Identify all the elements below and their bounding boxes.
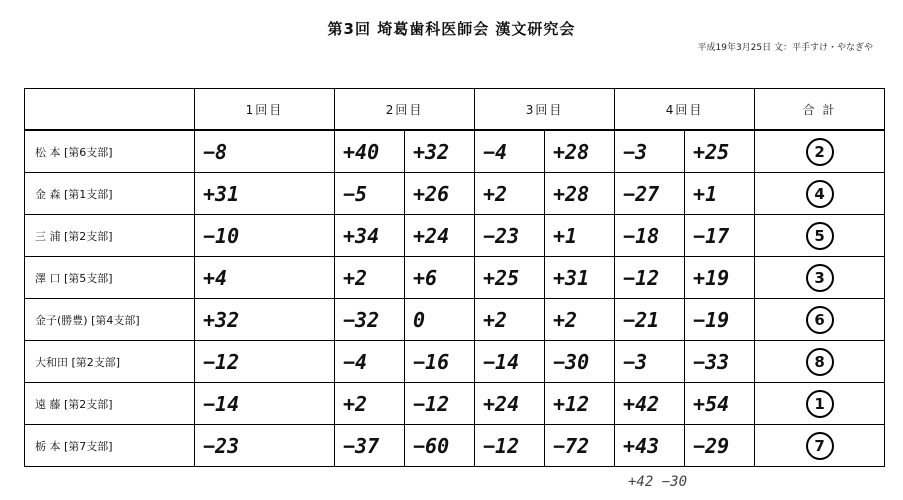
player-name-cell: [25, 130, 195, 173]
round2-score: +2: [343, 391, 368, 416]
round4-score-cell: [615, 215, 685, 257]
round3-score-cell: [475, 130, 545, 173]
player-name: 遠 藤 [第2支部]: [35, 397, 113, 411]
round4-score: +42: [623, 391, 660, 416]
round2-score-cell: [335, 130, 405, 173]
round2-score-cell: [335, 299, 405, 341]
round1-score: +31: [203, 181, 240, 206]
rank-circle: 6: [806, 306, 834, 334]
player-name-cell: [25, 425, 195, 467]
table-row: [25, 299, 885, 341]
round3-cumulative-cell: [545, 383, 615, 425]
player-name-cell: [25, 257, 195, 299]
round2-score-cell: [335, 425, 405, 467]
round2-score: +40: [343, 139, 380, 164]
player-name: 大和田 [第2支部]: [35, 355, 121, 369]
round2-score-cell: [335, 215, 405, 257]
round4-score-cell: [615, 173, 685, 215]
round3-score-cell: [475, 299, 545, 341]
round1-score-cell: [195, 425, 335, 467]
round4-score: −27: [623, 181, 660, 206]
round3-score-cell: [475, 173, 545, 215]
rank-circle: 7: [806, 432, 834, 460]
round2-cumulative: −60: [413, 433, 450, 458]
rank-circle: 1: [806, 390, 834, 418]
rank-circle: 4: [806, 180, 834, 208]
table-row: [25, 425, 885, 467]
player-name: 松 本 [第6支部]: [35, 145, 113, 159]
rank-circle: 3: [806, 264, 834, 292]
round4-cumulative-cell: [685, 383, 755, 425]
round4-score: −18: [623, 223, 660, 248]
round4-score-cell: [615, 383, 685, 425]
round2-cumulative-cell: [405, 130, 475, 173]
round1-score-cell: [195, 215, 335, 257]
round3-score: −23: [483, 223, 520, 248]
round4-score-cell: [615, 257, 685, 299]
col-header-round1: 1回目: [195, 89, 335, 131]
col-header-total: 合 計: [755, 89, 885, 131]
player-name: 澤 口 [第5支部]: [35, 271, 113, 285]
round3-cumulative: +1: [553, 223, 578, 248]
total-rank-cell: [755, 215, 885, 257]
round3-score-cell: [475, 341, 545, 383]
col-header-round3: 3回目: [475, 89, 615, 131]
round3-cumulative-cell: [545, 425, 615, 467]
round3-cumulative-cell: [545, 215, 615, 257]
col-header-round2: 2回目: [335, 89, 475, 131]
total-rank-cell: [755, 341, 885, 383]
document-title: 第3回 埼葛歯科医師会 漢文研究会: [327, 20, 576, 38]
round1-score: −23: [203, 433, 240, 458]
round4-score: −12: [623, 265, 660, 290]
total-rank-cell: [755, 173, 885, 215]
total-rank-cell: [755, 425, 885, 467]
header-row: [25, 89, 885, 131]
player-name-cell: [25, 215, 195, 257]
round3-score: −12: [483, 433, 520, 458]
round2-score: −37: [343, 433, 380, 458]
round3-score: −4: [483, 139, 508, 164]
round3-score-cell: [475, 257, 545, 299]
round3-cumulative-cell: [545, 173, 615, 215]
round1-score: −12: [203, 349, 240, 374]
score-rows: [25, 130, 885, 467]
round2-cumulative-cell: [405, 383, 475, 425]
rank-circle: 8: [806, 348, 834, 376]
round3-cumulative: +28: [553, 139, 590, 164]
round2-cumulative: +32: [413, 139, 450, 164]
round2-score: −5: [343, 181, 368, 206]
round4-cumulative-cell: [685, 257, 755, 299]
player-name-cell: [25, 383, 195, 425]
round2-score: +2: [343, 265, 368, 290]
round3-cumulative: +12: [553, 391, 590, 416]
round4-score: −3: [623, 139, 648, 164]
round4-score: +43: [623, 433, 660, 458]
round2-score-cell: [335, 341, 405, 383]
round3-cumulative: +2: [553, 307, 578, 332]
round3-cumulative-cell: [545, 130, 615, 173]
score-table: [24, 88, 885, 467]
round3-score: +2: [483, 181, 508, 206]
round3-cumulative: −72: [553, 433, 590, 458]
round2-score: +34: [343, 223, 380, 248]
player-name: 三 浦 [第2支部]: [35, 229, 113, 243]
round2-cumulative: +26: [413, 181, 450, 206]
round3-cumulative-cell: [545, 257, 615, 299]
round1-score: +32: [203, 307, 240, 332]
round4-score-cell: [615, 130, 685, 173]
player-name-cell: [25, 173, 195, 215]
round3-score: +25: [483, 265, 520, 290]
round4-score-cell: [615, 341, 685, 383]
round2-cumulative: 0: [413, 307, 426, 332]
player-name-cell: [25, 299, 195, 341]
round4-cumulative-cell: [685, 173, 755, 215]
round2-cumulative-cell: [405, 341, 475, 383]
round4-cumulative-cell: [685, 130, 755, 173]
round4-cumulative: +19: [693, 265, 730, 290]
round2-score-cell: [335, 257, 405, 299]
round4-cumulative: +1: [693, 181, 718, 206]
table-row: [25, 383, 885, 425]
round2-score-cell: [335, 383, 405, 425]
round1-score-cell: [195, 257, 335, 299]
round1-score-cell: [195, 341, 335, 383]
round2-cumulative-cell: [405, 173, 475, 215]
round1-score: −10: [203, 223, 240, 248]
round1-score-cell: [195, 299, 335, 341]
round4-cumulative-cell: [685, 341, 755, 383]
document-meta: 平成19年3月25日 文：平手すけ・やなぎや: [697, 43, 873, 53]
player-name: 金 森 [第1支部]: [35, 187, 113, 201]
total-rank-cell: [755, 383, 885, 425]
col-header-round4: 4回目: [615, 89, 755, 131]
round4-cumulative-cell: [685, 215, 755, 257]
round2-cumulative-cell: [405, 425, 475, 467]
round4-score-cell: [615, 299, 685, 341]
round3-score-cell: [475, 215, 545, 257]
round3-score: +24: [483, 391, 520, 416]
round2-cumulative-cell: [405, 257, 475, 299]
round4-cumulative: −17: [693, 223, 730, 248]
corner-cell: [25, 89, 195, 131]
round4-cumulative: −33: [693, 349, 730, 374]
round3-score-cell: [475, 383, 545, 425]
round2-cumulative: +6: [413, 265, 438, 290]
round2-score: −4: [343, 349, 368, 374]
round2-cumulative-cell: [405, 215, 475, 257]
round1-score-cell: [195, 383, 335, 425]
round3-score-cell: [475, 425, 545, 467]
table-row: [25, 341, 885, 383]
round1-score-cell: [195, 130, 335, 173]
round1-score-cell: [195, 173, 335, 215]
round4-score: −21: [623, 307, 660, 332]
round2-score: −32: [343, 307, 380, 332]
round4-cumulative-cell: [685, 425, 755, 467]
round2-cumulative: −16: [413, 349, 450, 374]
player-name: 栃 本 [第7支部]: [35, 439, 113, 453]
total-rank-cell: [755, 130, 885, 173]
round4-cumulative: −19: [693, 307, 730, 332]
round4-score-cell: [615, 425, 685, 467]
round2-cumulative: +24: [413, 223, 450, 248]
round1-score: −14: [203, 391, 240, 416]
round4-cumulative: −29: [693, 433, 730, 458]
player-name-cell: [25, 341, 195, 383]
round1-score: −8: [203, 139, 228, 164]
round3-cumulative: +28: [553, 181, 590, 206]
round4-cumulative: +54: [693, 391, 730, 416]
table-row: [25, 215, 885, 257]
round3-score: +2: [483, 307, 508, 332]
player-name: 金子(勝豊) [第4支部]: [35, 313, 140, 327]
round3-cumulative-cell: [545, 299, 615, 341]
round3-cumulative: +31: [553, 265, 590, 290]
table-row: [25, 257, 885, 299]
rank-circle: 5: [806, 222, 834, 250]
table-row: [25, 130, 885, 173]
table-row: [25, 173, 885, 215]
round4-cumulative: +25: [693, 139, 730, 164]
footnote-handwritten: +42 −30: [628, 474, 688, 490]
round2-cumulative: −12: [413, 391, 450, 416]
round3-score: −14: [483, 349, 520, 374]
round2-cumulative-cell: [405, 299, 475, 341]
round4-cumulative-cell: [685, 299, 755, 341]
total-rank-cell: [755, 299, 885, 341]
round3-cumulative: −30: [553, 349, 590, 374]
round4-score: −3: [623, 349, 648, 374]
round2-score-cell: [335, 173, 405, 215]
round3-cumulative-cell: [545, 341, 615, 383]
round1-score: +4: [203, 265, 228, 290]
rank-circle: 2: [806, 138, 834, 166]
total-rank-cell: [755, 257, 885, 299]
